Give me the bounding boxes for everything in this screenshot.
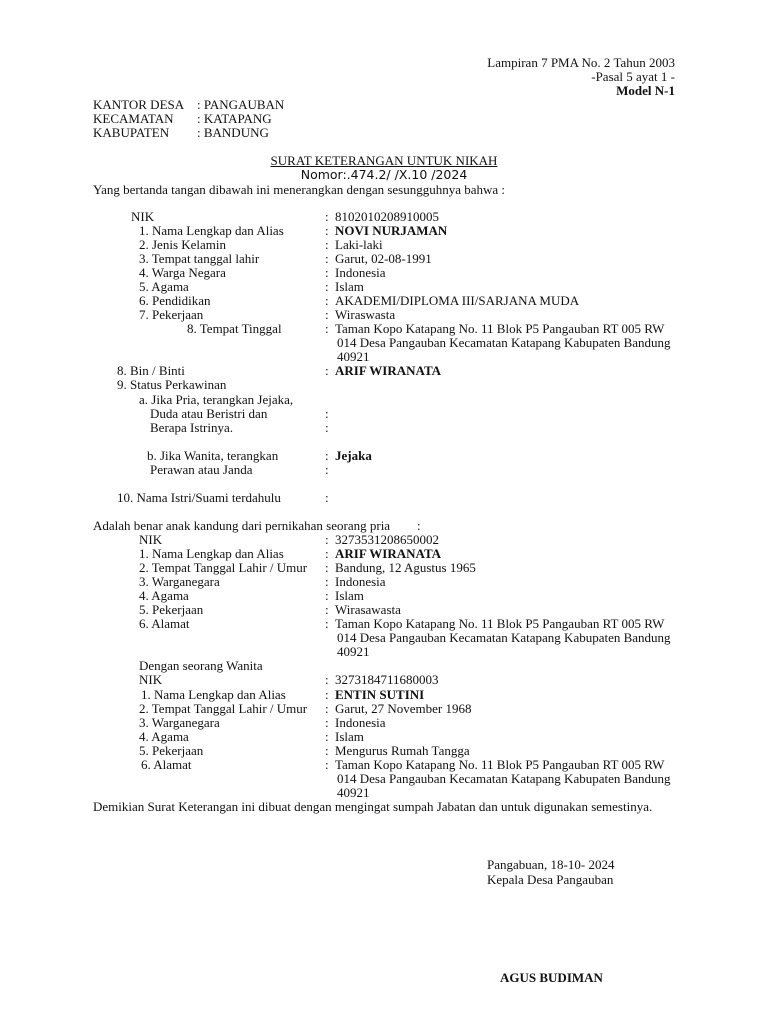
mother-label-5: 5. Pekerjaan [139, 743, 204, 758]
person-label-2: 2. Jenis Kelamin [139, 237, 227, 252]
colon: : [325, 462, 329, 477]
pasal-ref: -Pasal 5 ayat 1 - [591, 69, 675, 84]
office-kec-value: : KATAPANG [197, 111, 272, 126]
colon: : [325, 223, 329, 238]
document-title: SURAT KETERANGAN UNTUK NIKAH [270, 153, 498, 168]
person-nik-label: NIK [131, 209, 155, 224]
colon: : [325, 307, 329, 322]
mother-address-line-1: Taman Kopo Katapang No. 11 Blok P5 Pangauban RT 005 RW [335, 757, 665, 772]
mother-label-1: 1. Nama Lengkap dan Alias [141, 687, 286, 702]
colon: : [325, 715, 329, 730]
mother-intro: Dengan seorang Wanita [139, 658, 263, 673]
colon: : [325, 560, 329, 575]
person-address-line-1: Taman Kopo Katapang No. 11 Blok P5 Pangauban RT 005 RW [335, 321, 665, 336]
person-status-a: a. Jika Pria, terangkan Jejaka, [139, 392, 294, 407]
father-nik-value: 3273531208650002 [335, 532, 439, 547]
office-desa-label: KANTOR DESA [93, 97, 185, 112]
signature-position: Kepala Desa Pangauban [487, 872, 614, 887]
father-value-2: Bandung, 12 Agustus 1965 [335, 560, 476, 575]
person-value-1: NOVI NURJAMAN [335, 223, 448, 238]
person-label-5: 5. Agama [139, 279, 189, 294]
colon: : [325, 490, 329, 505]
colon: : [325, 701, 329, 716]
person-value-4: Indonesia [335, 265, 386, 280]
office-kab-value: : BANDUNG [197, 125, 269, 140]
father-label-4: 4. Agama [139, 588, 189, 603]
colon: : [325, 588, 329, 603]
person-status-a3: Berapa Istrinya. [150, 420, 234, 435]
mother-value-4: Islam [335, 729, 364, 744]
colon: : [325, 546, 329, 561]
father-label-6: 6. Alamat [139, 616, 190, 631]
father-intro: Adalah benar anak kandung dari pernikahan seorang pria [93, 518, 391, 533]
document-number: Nomor:.474.2/ /X.10 /2024 [300, 167, 468, 182]
colon: : [325, 616, 329, 631]
mother-value-1: ENTIN SUTINI [335, 687, 425, 702]
mother-value-2: Garut, 27 November 1968 [335, 701, 472, 716]
person-label-previous-spouse: 10. Nama Istri/Suami terdahulu [117, 490, 281, 505]
person-label-bin: 8. Bin / Binti [117, 363, 185, 378]
colon: : [325, 672, 329, 687]
father-value-3: Indonesia [335, 574, 386, 589]
lampiran-ref: Lampiran 7 PMA No. 2 Tahun 2003 [487, 55, 675, 70]
person-label-status: 9. Status Perkawinan [117, 377, 227, 392]
person-status-b2: Perawan atau Janda [150, 462, 253, 477]
person-label-4: 4. Warga Negara [139, 265, 226, 280]
mother-value-3: Indonesia [335, 715, 386, 730]
father-label-1: 1. Nama Lengkap dan Alias [139, 546, 284, 561]
person-nik-value: 8102010208910005 [335, 209, 439, 224]
father-nik-label: NIK [139, 532, 163, 547]
person-label-3: 3. Tempat tanggal lahir [139, 251, 260, 266]
colon: : [325, 532, 329, 547]
signature-place-date: Pangabuan, 18-10- 2024 [487, 857, 615, 872]
person-value-7: Wiraswasta [335, 307, 396, 322]
mother-label-3: 3. Warganegara [139, 715, 220, 730]
colon: : [325, 251, 329, 266]
colon: : [325, 687, 329, 702]
person-label-8: 8. Tempat Tinggal [187, 321, 282, 336]
person-label-1: 1. Nama Lengkap dan Alias [139, 223, 284, 238]
mother-value-5: Mengurus Rumah Tangga [335, 743, 470, 758]
person-value-2: Laki-laki [335, 237, 383, 252]
mother-address-line-2: 014 Desa Pangauban Kecamatan Katapang Kabupaten Bandung [337, 771, 671, 786]
person-status-value: Jejaka [335, 448, 372, 463]
model-ref: Model N-1 [616, 83, 675, 98]
mother-address-line-3: 40921 [337, 785, 370, 800]
father-label-5: 5. Pekerjaan [139, 602, 204, 617]
mother-label-4: 4. Agama [139, 729, 189, 744]
office-kab-label: KABUPATEN [93, 125, 170, 140]
colon: : [325, 237, 329, 252]
mother-label-6: 6. Alamat [141, 757, 192, 772]
colon: : [325, 448, 329, 463]
father-label-3: 3. Warganegara [139, 574, 220, 589]
person-address-line-3: 40921 [337, 349, 370, 364]
person-value-3: Garut, 02-08-1991 [335, 251, 432, 266]
person-address-line-2: 014 Desa Pangauban Kecamatan Katapang Kabupaten Bandung [337, 335, 671, 350]
colon: : [417, 518, 421, 533]
father-value-5: Wirasawasta [335, 602, 401, 617]
colon: : [325, 729, 329, 744]
mother-nik-value: 3273184711680003 [335, 672, 439, 687]
colon: : [325, 743, 329, 758]
person-value-6: AKADEMI/DIPLOMA III/SARJANA MUDA [335, 293, 580, 308]
colon: : [325, 293, 329, 308]
colon: : [325, 279, 329, 294]
office-desa-value: : PANGAUBAN [197, 97, 285, 112]
mother-nik-label: NIK [139, 672, 163, 687]
colon: : [325, 602, 329, 617]
person-value-bin: ARIF WIRANATA [335, 363, 442, 378]
father-value-1: ARIF WIRANATA [335, 546, 442, 561]
office-kec-label: KECAMATAN [93, 111, 174, 126]
colon: : [325, 321, 329, 336]
colon: : [325, 757, 329, 772]
person-status-b: b. Jika Wanita, terangkan [147, 448, 279, 463]
colon: : [325, 420, 329, 435]
person-label-6: 6. Pendidikan [139, 293, 211, 308]
colon: : [325, 406, 329, 421]
person-value-5: Islam [335, 279, 364, 294]
person-status-a2: Duda atau Beristri dan [150, 406, 268, 421]
signature-name: AGUS BUDIMAN [500, 970, 603, 985]
father-label-2: 2. Tempat Tanggal Lahir / Umur [139, 560, 308, 575]
father-address-line-2: 014 Desa Pangauban Kecamatan Katapang Kabupaten Bandung [337, 630, 671, 645]
mother-label-2: 2. Tempat Tanggal Lahir / Umur [139, 701, 308, 716]
father-address-line-3: 40921 [337, 644, 370, 659]
person-label-7: 7. Pekerjaan [139, 307, 204, 322]
colon: : [325, 209, 329, 224]
father-address-line-1: Taman Kopo Katapang No. 11 Blok P5 Pangauban RT 005 RW [335, 616, 665, 631]
colon: : [325, 363, 329, 378]
closing-text: Demikian Surat Keterangan ini dibuat dengan mengingat sumpah Jabatan dan untuk digunakan semestinya. [93, 799, 653, 814]
colon: : [325, 574, 329, 589]
intro-text: Yang bertanda tangan dibawah ini menerangkan dengan sesungguhnya bahwa : [93, 182, 506, 197]
father-value-4: Islam [335, 588, 364, 603]
colon: : [325, 265, 329, 280]
